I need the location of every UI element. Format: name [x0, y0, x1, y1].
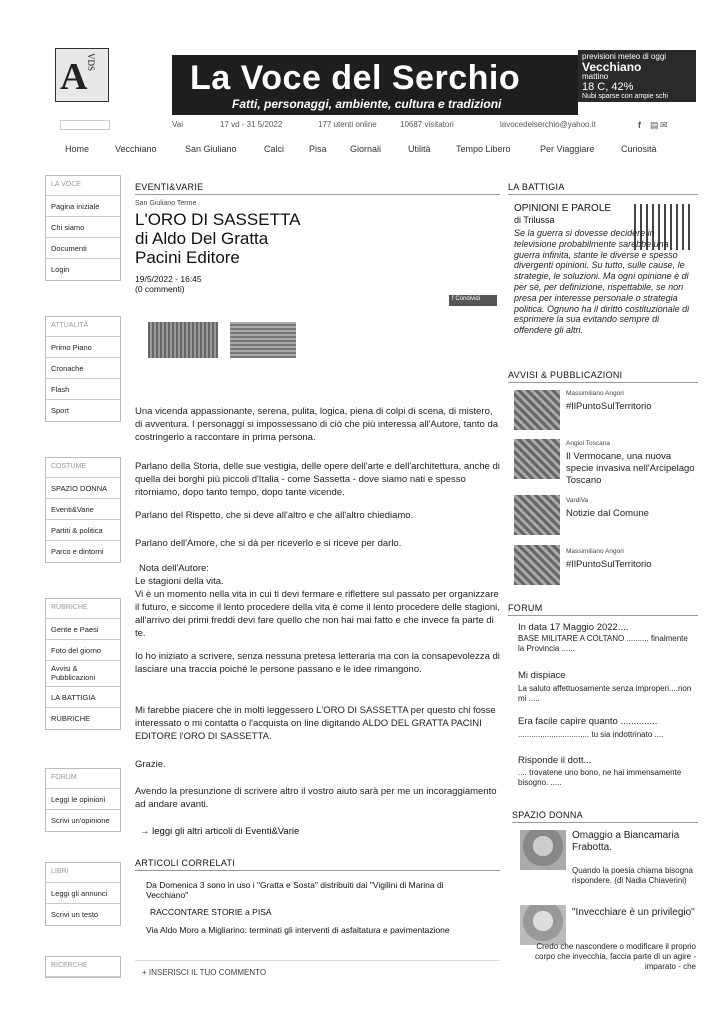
sidebar-item-pagina-iniziale[interactable]: Pagina iniziale [46, 196, 120, 217]
battigia-item-author: di Trilussa [514, 215, 555, 225]
donna-item-link[interactable]: "Invecchiare è un privilegio" [572, 907, 695, 918]
sidebar-item-partiti-politica[interactable]: Partiti & politica [46, 520, 120, 541]
related-article-link[interactable]: Via Aldo Moro a Migliarino: terminati gli interventi di asfaltatura e pavimentazione [146, 925, 450, 935]
battigia-item-title[interactable]: OPINIONI E PAROLE [514, 203, 612, 214]
weather-widget[interactable]: previsioni meteo di oggi Vecchiano mattino 18 C, 42% Nubi sparse con ampie schi [578, 50, 696, 102]
avvisi-thumbnail[interactable] [514, 439, 560, 479]
info-strip [60, 120, 680, 132]
sidebar-item-la-battigia[interactable]: LA BATTIGIA [46, 687, 120, 708]
sidebar-item-leggi-opinioni[interactable]: Leggi le opinioni [46, 789, 120, 810]
site-subtitle: Fatti, personaggi, ambiente, cultura e tradizioni [232, 97, 502, 111]
forum-item-title[interactable]: In data 17 Maggio 2022.... [518, 622, 629, 633]
article-paragraph: Mi farebbe piacere che in molti leggessero L'ORO DI SASSETTA per questo chi fosse interessato o mi contatta o l'acquista on line digitando ALDO DEL GRATTA PACINI EDITORE l'ORO DI SASSETTA. [135, 705, 496, 742]
donna-thumbnail[interactable] [520, 830, 566, 870]
avvisi-thumbnail[interactable] [514, 545, 560, 585]
sidebar-item-leggi-annunci[interactable]: Leggi gli annunci [46, 883, 120, 904]
date-range: 17 vd - 31 5/2022 [220, 120, 283, 129]
section-label: EVENTI&VARIE [135, 182, 204, 192]
sidebar-group-costume: COSTUME SPAZIO DONNA Eventi&Varie Partiti & politica Parco e dintorni [45, 457, 121, 563]
site-banner[interactable] [172, 55, 578, 115]
donna-item-link[interactable]: Omaggio a Biancamaria Frabotta. [572, 830, 680, 853]
related-article-link[interactable]: Da Domenica 3 sono in uso i "Gratta e Sosta" distribuiti dai "Vigilini di Marina di Vecchiano" [146, 880, 444, 900]
article-date: 19/5/2022 - 16:45 [135, 274, 202, 284]
print-icon[interactable]: ▤ [650, 120, 659, 130]
nav-calci[interactable]: Calci [264, 144, 285, 154]
avvisi-thumbnail[interactable] [514, 390, 560, 430]
contact-email[interactable]: lavocedelserchio@yahoo.it [500, 120, 596, 129]
online-users: 177 utenti online [318, 120, 377, 129]
nav-vecchiano[interactable]: Vecchiano [115, 144, 157, 154]
sidebar-item-documenti[interactable]: Documenti [46, 238, 120, 259]
nav-pisa[interactable]: Pisa [309, 144, 327, 154]
nav-home[interactable]: Home [65, 144, 90, 154]
visitor-count: 10687 visitatori [400, 120, 454, 129]
add-comment-link[interactable]: + INSERISCI IL TUO COMMENTO [142, 968, 267, 977]
nav-giornali[interactable]: Giornali [350, 144, 382, 154]
search-input[interactable] [60, 120, 110, 130]
avvisi-author: VardiVa [566, 497, 589, 504]
forum-item-text: ................................ tu sia indottrinato .... [518, 730, 664, 739]
sidebar-group-forum: FORUM Leggi le opinioni Scrivi un'opinione [45, 768, 121, 832]
donna-item-text: Quando la poesia chiama bisogna rispondere. (di Nadia Chiaverini) [572, 866, 693, 885]
section-rule [135, 194, 500, 195]
article-place: San Giuliano Terme [135, 200, 197, 207]
sidebar-item-rubriche[interactable]: RUBRICHE [51, 714, 91, 723]
avvisi-author: Angiol Toscana [566, 440, 610, 447]
section-rule [135, 870, 500, 871]
main-nav [60, 144, 700, 160]
more-articles-link[interactable]: → leggi gli altri articoli di Eventi&Varie [140, 826, 300, 837]
section-rule [135, 960, 500, 961]
avvisi-thumbnail[interactable] [514, 495, 560, 535]
donna-item-text: Credo che nascondere o modificare il proprio corpo che invecchia, faccia parte di un agire - imparato - che [535, 942, 696, 971]
article-paragraph: Vi è un momento nella vita in cui ti devi fermare e riflettere sul passato per organizzare il futuro, e siccome il lento procedere della vita è come il lento procedere delle stagioni, all'arrivo dei primi freddi devi fare quello che non hai mai fatto e che invece fa parte di te. [135, 589, 500, 639]
sidebar-group-libri: LIBRI Leggi gli annunci Scrivi un testo [45, 862, 121, 926]
sidebar-item-chi-siamo[interactable]: Chi siamo [46, 217, 120, 238]
sidebar-item-sport[interactable]: Sport [51, 406, 69, 415]
sidebar-item-eventi-varie[interactable]: Eventi&Varie [46, 499, 120, 520]
battigia-text: Se la guerra si dovesse decidere in televisione probabilmente sarebbe una guerra infinita, stante le diverse e spesso divergenti opinioni. Su tutto, sulle cause, le strategie, le soluzioni. Ma ogni opinione è di per sé, per definizione, rispettabile, se non presa per interesse personale o strategia politica. Ognuno ha il diritto costituzionale di esprimere la sua evitando sempre di offendere gli altri. [514, 228, 690, 336]
article-image[interactable] [148, 322, 218, 358]
article-title: L'ORO DI SASSETTA di Aldo Del Gratta Pacini Editore [135, 210, 301, 267]
mail-icon[interactable]: ✉ [660, 120, 668, 130]
nav-utilita[interactable]: Utilità [408, 144, 431, 154]
share-button[interactable]: f Condividi [449, 295, 497, 306]
nav-san-giuliano[interactable]: San Giuliano [185, 144, 237, 154]
site-title: La Voce del Serchio [190, 59, 521, 97]
article-paragraph: Parlano del Rispetto, che si deve all'altro e che all'altro chiediamo. [135, 510, 414, 521]
donna-thumbnail[interactable] [520, 905, 566, 945]
forum-item-text: BASE MILITARE A COLTANO .......... finalmente la Provincia ...... [518, 634, 688, 653]
article-paragraph: Avendo la presunzione di scrivere altro il vostro aiuto sarà per me un incoraggiamento ad andare avanti. [135, 786, 497, 810]
avvisi-item-link[interactable]: Notizie dal Comune [566, 508, 649, 519]
donna-title: SPAZIO DONNA [512, 810, 583, 820]
sidebar-item-primo-piano[interactable]: Primo Piano [46, 337, 120, 358]
sidebar-group-la-voce: LA VOCE Pagina iniziale Chi siamo Documenti Login [45, 175, 121, 281]
sidebar-item-avvisi-pubblicazioni[interactable]: Avvisi & Pubblicazioni [46, 661, 120, 687]
avvisi-item-link[interactable]: #IlPuntoSulTerritorio [566, 401, 652, 412]
sidebar-item-flash[interactable]: Flash [46, 379, 120, 400]
nav-curiosita[interactable]: Curiosità [621, 144, 657, 154]
related-title: ARTICOLI CORRELATI [135, 858, 236, 868]
comment-count[interactable]: (0 commenti) [135, 284, 185, 294]
sidebar-item-spazio-donna[interactable]: SPAZIO DONNA [46, 478, 120, 499]
sidebar-group-ricerche: RICERCHE [45, 956, 121, 978]
related-article-link[interactable]: RACCONTARE STORIE a PISA [150, 907, 272, 917]
forum-item-text: .... trovatene uno bono, ne hai immensamente bisogno. ..... [518, 768, 682, 787]
site-logo[interactable]: A VDS [55, 48, 109, 102]
nav-per-viaggiare[interactable]: Per Viaggiare [540, 144, 595, 154]
avvisi-author: Massimiliano Angori [566, 390, 624, 397]
article-paragraph: Parlano dell'Amore, che si dà per riceverlo e si riceve per darlo. [135, 538, 402, 549]
avvisi-item-link[interactable]: Il Vermocane, una nuova specie invasiva nell'Arcipelago Toscano [566, 451, 695, 486]
article-paragraph: Una vicenda appassionante, serena, pulita, logica, piena di colpi di scena, di mistero, di avventura. I personaggi si impossessano di ciò che più interessa all'Autore, tanto da costringerlo a raccontare in prima persona. [135, 406, 499, 443]
article-paragraph: Parlano della Storia, delle sue vestigia, delle opere dell'arte e dell'architettura, anche di quella dei borghi più piccoli d'Italia - come Sassetta - dove siamo nati e spesso ritorniamo, dopo tanto tempo, dopo tante vicende. [135, 461, 500, 498]
sidebar-item-cronache[interactable]: Cronache [46, 358, 120, 379]
article-paragraph: Le stagioni della vita. [135, 576, 224, 587]
section-rule [508, 615, 698, 616]
article-paragraph: Grazie. [135, 759, 166, 770]
avvisi-title: AVVISI & PUBBLICAZIONI [508, 370, 623, 380]
forum-item-title[interactable]: Risponde il dott... [518, 755, 592, 766]
section-rule [508, 194, 698, 195]
article-paragraph: Io ho iniziato a scrivere, senza nessuna pretesa letteraria ma con la consapevolezza di lasciare una traccia poiché le persone passano e le idee rimangono. [135, 651, 500, 675]
sidebar-item-login[interactable]: Login [51, 265, 70, 274]
sidebar-item-scrivi-testo[interactable]: Scrivi un testo [51, 910, 99, 919]
sidebar-group-rubriche: RUBRICHE Gente e Paesi Foto del giorno Avvisi & Pubblicazioni LA BATTIGIA RUBRICHE [45, 598, 121, 730]
sidebar-item-gente-paesi[interactable]: Gente e Paesi [46, 619, 120, 640]
sidebar-item-foto-del-giorno[interactable]: Foto del giorno [46, 640, 120, 661]
section-rule [508, 382, 698, 383]
avvisi-item-link[interactable]: #IlPuntoSulTerritorio [566, 559, 652, 570]
forum-item-title[interactable]: Mi dispiace [518, 670, 566, 681]
author-note-label: Nota dell'Autore: [139, 563, 209, 574]
forum-item-title[interactable]: Era facile capire quanto .............. [518, 716, 658, 727]
avvisi-author: Massimiliano Angori [566, 548, 624, 555]
forum-title: FORUM [508, 603, 543, 613]
facebook-icon[interactable]: f [638, 120, 641, 130]
article-image[interactable] [230, 322, 296, 358]
section-rule [512, 822, 698, 823]
battigia-title: LA BATTIGIA [508, 182, 565, 192]
nav-tempo-libero[interactable]: Tempo Libero [456, 144, 511, 154]
sidebar-group-attualita: ATTUALITÀ Primo Piano Cronache Flash Sport [45, 316, 121, 422]
sidebar-item-scrivi-opinione[interactable]: Scrivi un'opinione [51, 816, 110, 825]
sidebar-item-parco-dintorni[interactable]: Parco e dintorni [51, 547, 104, 556]
search-go-button[interactable]: Vai [172, 120, 183, 129]
facebook-icon: f [452, 296, 456, 302]
forum-item-text: La saluto affettuosamente senza improperi....non mi ..... [518, 684, 692, 703]
